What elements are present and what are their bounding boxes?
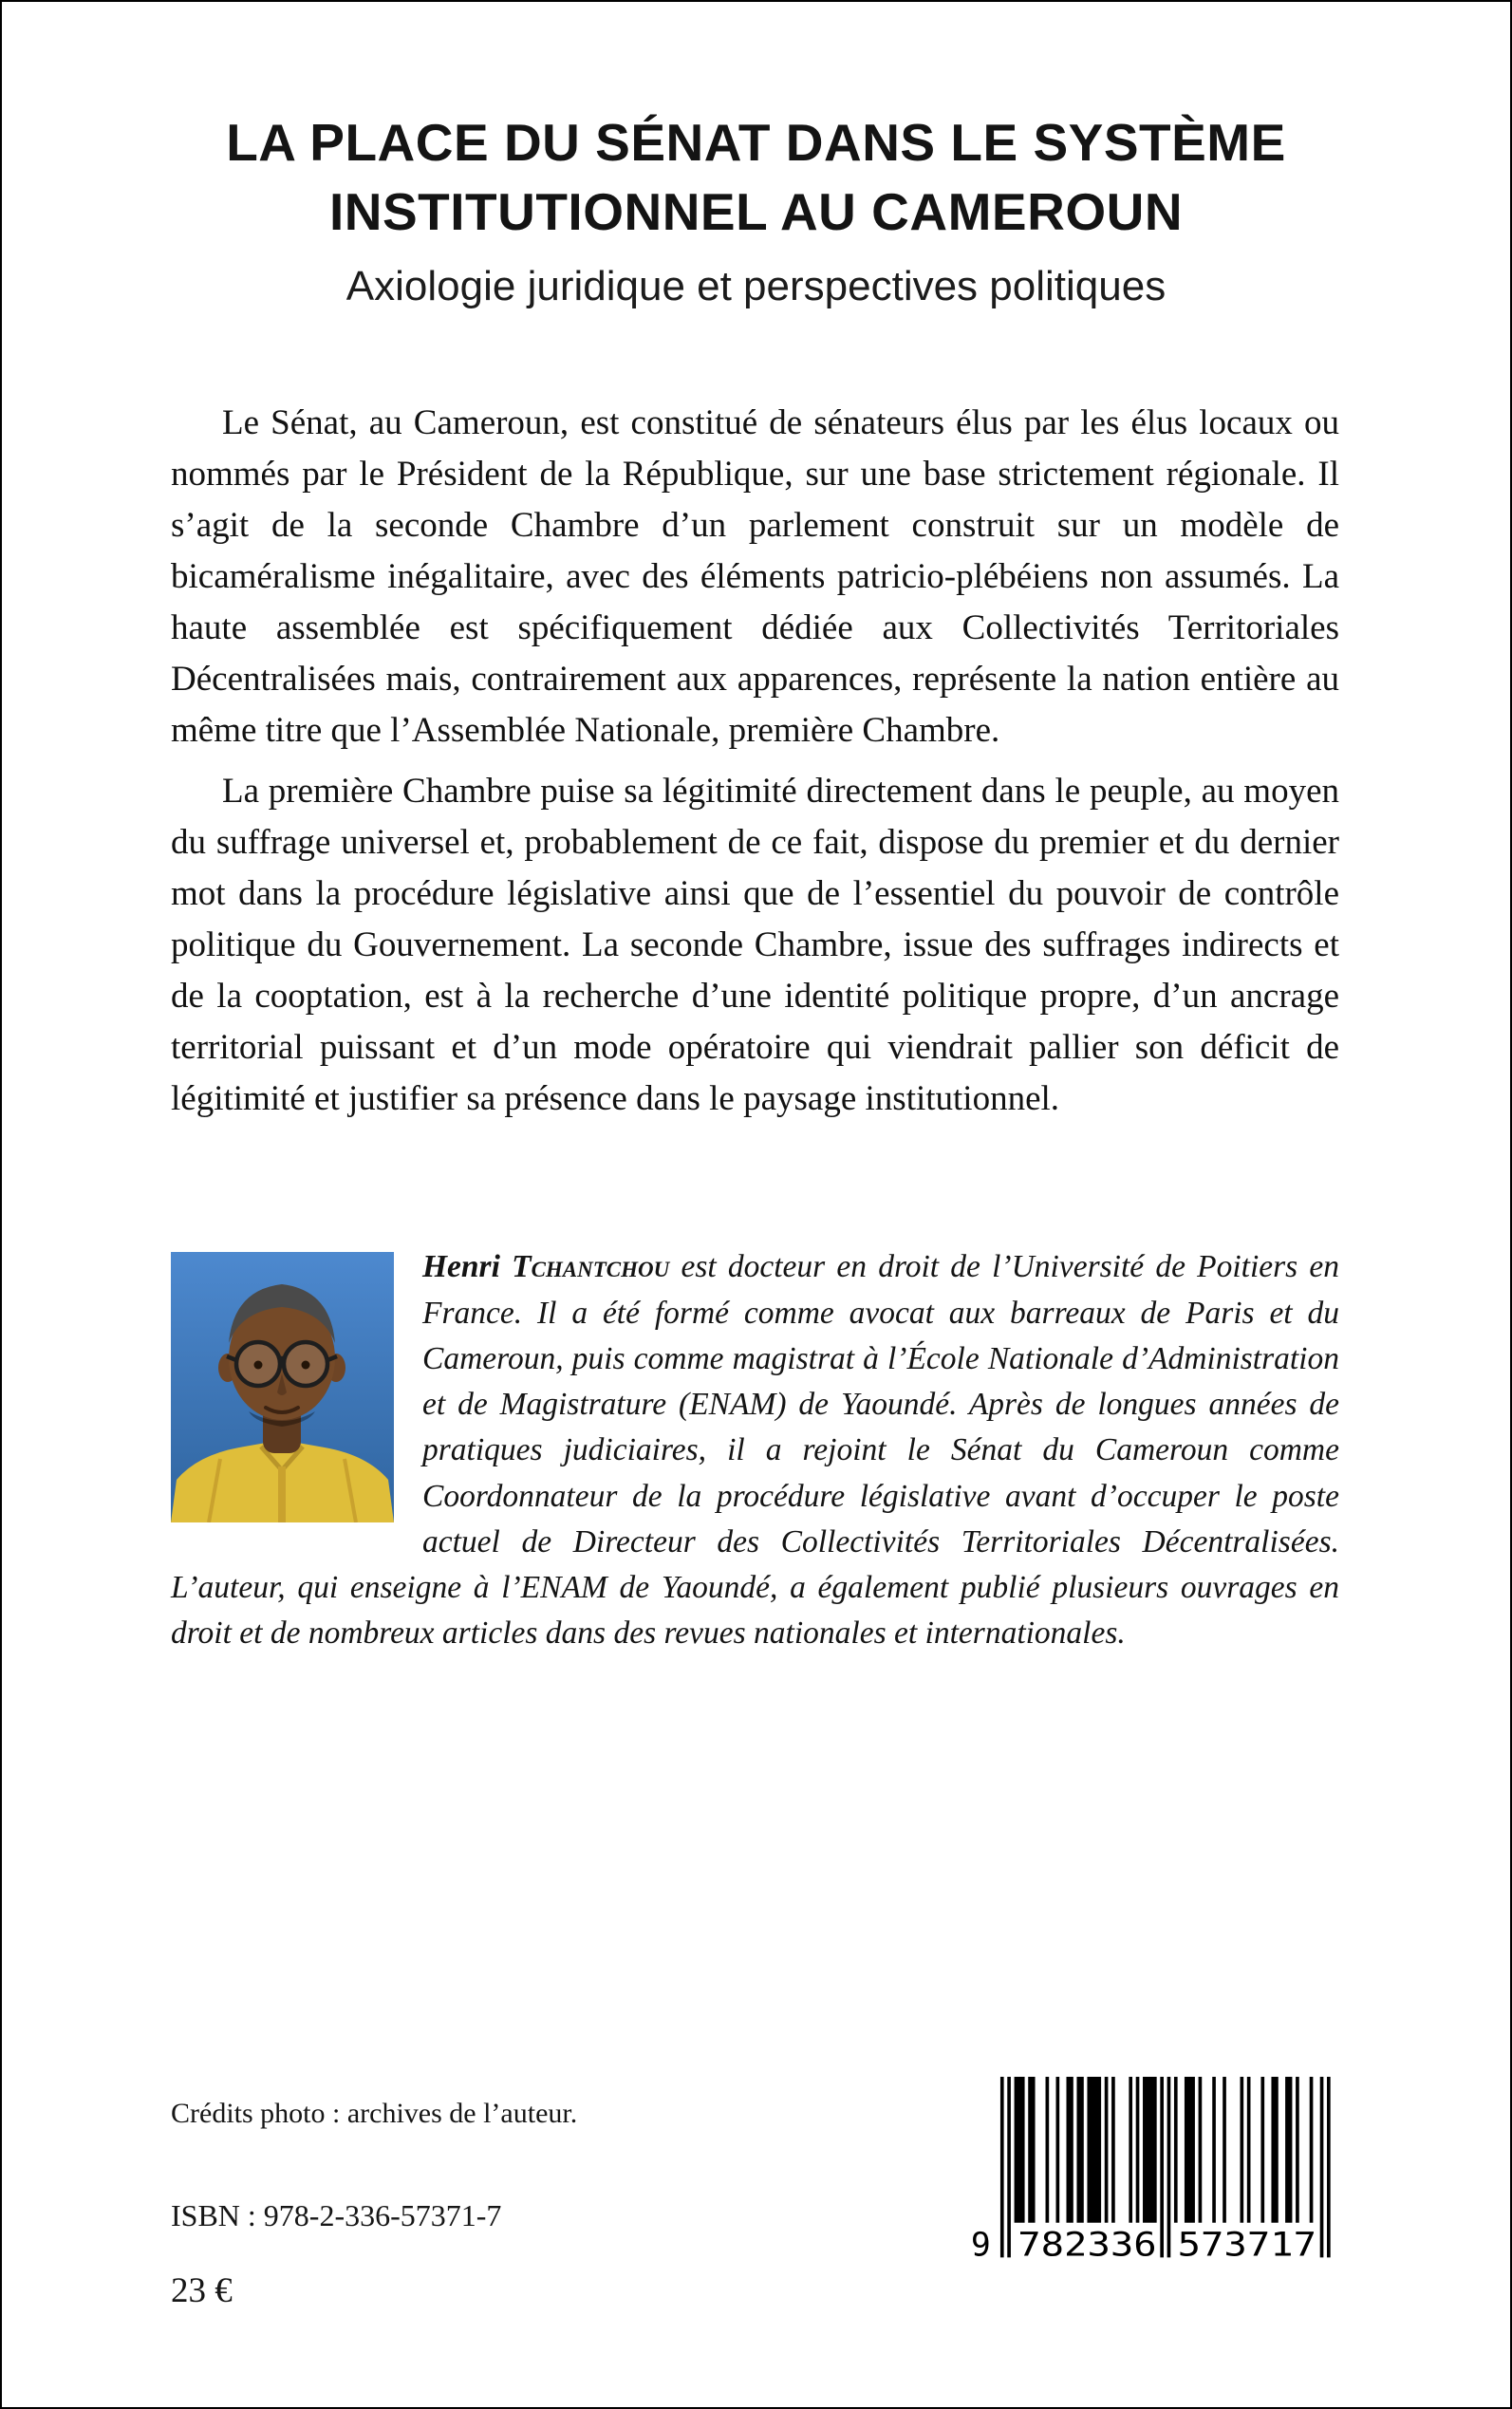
author-bio-text: est docteur en droit de l’Université de Poitiers en France. Il a été formé comme avocat aux barreaux de Paris et du Cameroun, puis comme magistrat à l’École Nationale d’Administration et de Magistrature (ENAM) de Yaoundé. Après de longues années de pratiques judiciaires, il a rejoint le Sénat du Cameroun comme Coordonnateur de la procédure législative avant d’occuper le poste actuel de Directeur des Collectivités Territoriales Décentralisées. L’auteur, qui enseigne à l’ENAM de Yaoundé, a également publié plusieurs ouvrages en droit et de nombreux articles dans des revues nationales et internationales. (171, 1249, 1340, 1652)
book-subtitle: Axiologie juridique et perspectives politiques (345, 263, 1167, 310)
author-bio (171, 1244, 1339, 1656)
author-photo-illustration (171, 1252, 394, 1522)
synopsis (171, 398, 1339, 1125)
synopsis-paragraph-1: Le Sénat, au Cameroun, est constitué de sénateurs élus par les élus locaux ou nommés par le Président de la République, sur une base strictement régionale. Il s’agit de la seconde Chambre d’un parlement construit sur un modèle de bicaméralisme inégalitaire, avec des éléments patricio-plébéiens non assumés. La haute assemblée est spécifiquement dédiée aux Collectivités Territoriales Décentralisées mais, contrairement aux apparences, représente la nation entière au même titre que l’Assemblée Nationale, première Chambre. (171, 403, 1339, 751)
barcode-group-2: 573717 (1177, 2226, 1317, 2261)
author-photo (171, 1252, 394, 1522)
author-first-name: Henri (422, 1249, 500, 1285)
isbn: ISBN : 978-2-336-57371-7 (171, 2198, 502, 2232)
barcode-group-1: 782336 (1017, 2226, 1157, 2261)
barcode-digit-left: 9 (970, 2226, 991, 2261)
author-bio-section (171, 1244, 1339, 1656)
ean-barcode (969, 2077, 1337, 2261)
ean-barcode-svg (969, 2077, 1337, 2261)
author-last-name: Tchantchou (512, 1249, 670, 1285)
book-title-line-2: INSTITUTIONNEL AU CAMEROUN (328, 181, 1184, 241)
synopsis-paragraph-2: La première Chambre puise sa légitimité directement dans le peuple, au moyen du suffrage universel et, probablement de ce fait, dispose du premier et du dernier mot dans la procédure législative ainsi que de l’essentiel du pouvoir de contrôle politique du Gouvernement. La seconde Chambre, issue des suffrages indirects et de la cooptation, est à la recherche d’une identité politique propre, d’un ancrage territorial puissant et d’un mode opératoire qui viendrait pallier son déficit de légitimité et justifier sa présence dans le paysage institutionnel. (171, 772, 1339, 1119)
price: 23 € (171, 2271, 233, 2310)
photo-credits: Crédits photo : archives de l’auteur. (171, 2098, 578, 2129)
book-title-line-1: LA PLACE DU SÉNAT DANS LE SYSTÈME (226, 113, 1286, 172)
title-block (2, 108, 1510, 310)
